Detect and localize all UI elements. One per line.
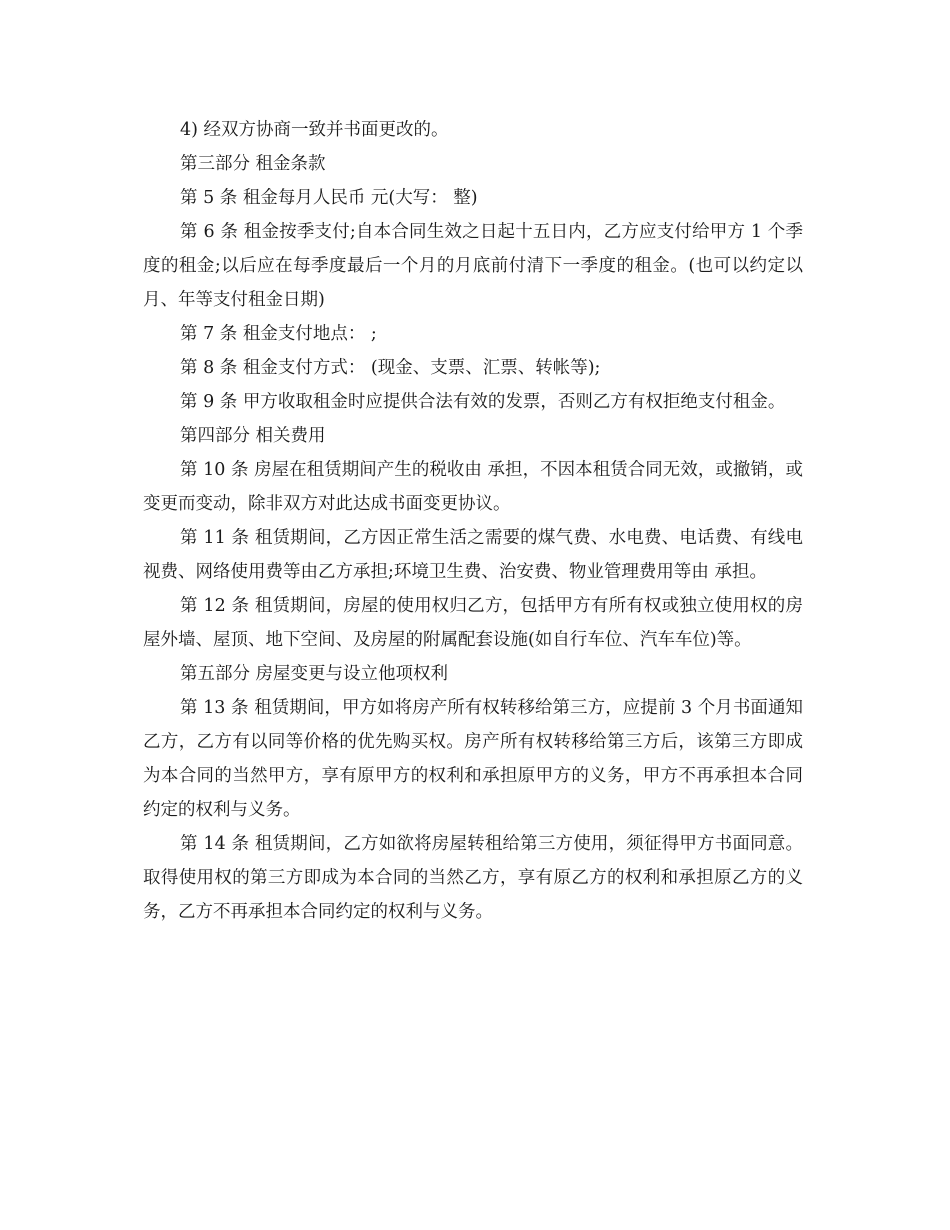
article-12: 第 12 条 租赁期间，房屋的使用权归乙方，包括甲方有所有权或独立使用权的房屋外墙、屋顶、地下空间、及房屋的附属配套设施(如自行车位、汽车车位)等。 — [143, 596, 803, 650]
section-heading-part-3-rent: 第三部分 租金条款 — [180, 154, 326, 174]
article-9: 第 9 条 甲方收取租金时应提供合法有效的发票，否则乙方有权拒绝支付租金。 — [180, 392, 786, 412]
document-body — [143, 113, 803, 929]
paragraph-amendment-item-4: 4) 经双方协商一致并书面更改的。 — [180, 120, 449, 140]
article-8: 第 8 条 租金支付方式： (现金、支票、汇票、转帐等); — [180, 358, 601, 378]
article-7: 第 7 条 租金支付地点： ; — [180, 324, 377, 344]
article-10: 第 10 条 房屋在租赁期间产生的税收由 承担，不因本租赁合同无效，或撤销，或变更而变动，除非双方对此达成书面变更协议。 — [143, 460, 803, 514]
article-11: 第 11 条 租赁期间，乙方因正常生活之需要的煤气费、水电费、电话费、有线电视费、网络使用费等由乙方承担;环境卫生费、治安费、物业管理费用等由 承担。 — [143, 528, 803, 582]
article-6: 第 6 条 租金按季支付;自本合同生效之日起十五日内，乙方应支付给甲方 1 个季度的租金;以后应在每季度最后一个月的月底前付清下一季度的租金。(也可以约定以月、年等支付租金日期) — [143, 222, 803, 310]
article-5: 第 5 条 租金每月人民币 元(大写： 整) — [180, 188, 478, 208]
section-heading-part-4-fees: 第四部分 相关费用 — [180, 426, 326, 446]
article-13: 第 13 条 租赁期间，甲方如将房产所有权转移给第三方，应提前 3 个月书面通知乙方，乙方有以同等价格的优先购买权。房产所有权转移给第三方后，该第三方即成为本合同的当然甲方，享有原甲方的权利和承担原甲方的义务，甲方不再承担本合同约定的权利与义务。 — [143, 698, 803, 820]
section-heading-part-5-changes: 第五部分 房屋变更与设立他项权利 — [180, 664, 449, 684]
article-14: 第 14 条 租赁期间，乙方如欲将房屋转租给第三方使用，须征得甲方书面同意。取得使用权的第三方即成为本合同的当然乙方，享有原乙方的权利和承担原乙方的义务，乙方不再承担本合同约定的权利与义务。 — [143, 834, 803, 922]
